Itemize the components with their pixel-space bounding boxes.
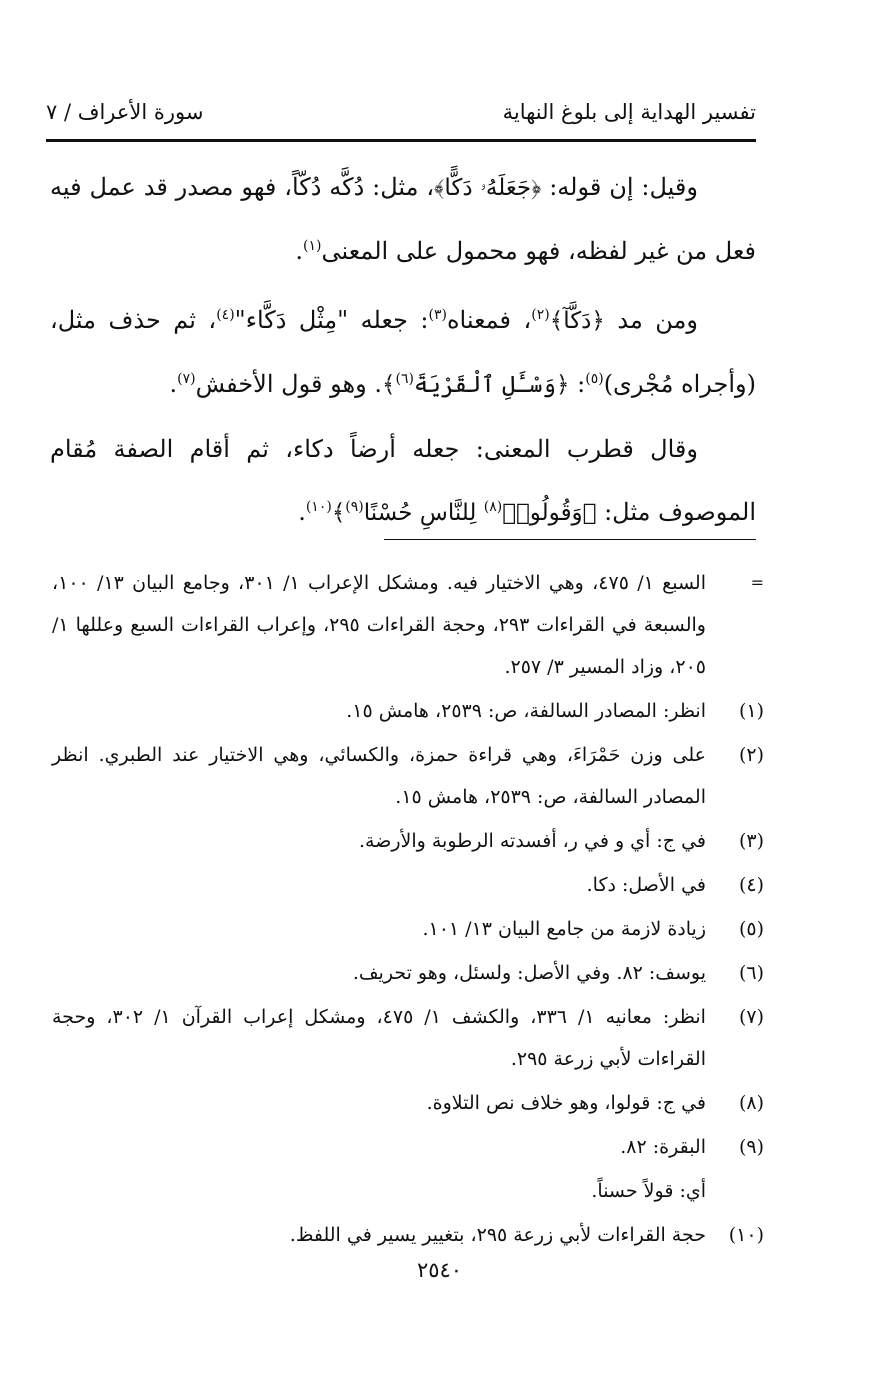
footnote-item — [52, 952, 764, 994]
footnote-ref[interactable]: (١) — [303, 238, 322, 254]
footnote-item — [52, 562, 764, 688]
footnote-item — [52, 908, 764, 950]
footnote-item — [52, 1170, 764, 1212]
footnote-item — [52, 820, 764, 862]
footnote-text: في ج: قولوا، وهو خلاف نص التلاوة. — [426, 1092, 706, 1114]
footnote-ref[interactable]: (٣) — [428, 307, 447, 323]
footnote-number: (٤) — [738, 874, 764, 896]
footnote-text: يوسف: ٨٢. وفي الأصل: ولسئل، وهو تحريف. — [352, 962, 706, 984]
footnote-number — [706, 1170, 764, 1212]
quran-quote: ﴿جَعَلَهُۥ دَكًّا﴾ — [434, 175, 542, 201]
footnote-number: (٢) — [738, 744, 764, 766]
footnote-text: أي: قولاً حسناً. — [591, 1180, 706, 1202]
surah-reference: سورة الأعراف / ٧ — [46, 100, 204, 124]
footnote-number: (٧) — [738, 1006, 764, 1028]
footnote-separator — [384, 539, 756, 540]
footnote-text: انظر: المصادر السالفة، ص: ٢٥٣٩، هامش ١٥. — [346, 700, 706, 722]
footnote-item — [52, 864, 764, 906]
footnote-number: (٥) — [738, 918, 764, 940]
main-text — [50, 158, 756, 548]
footnote-number: (٨) — [738, 1092, 764, 1114]
footnote-ref[interactable]: (١٠) — [305, 499, 332, 515]
paragraph-3: وقال قطرب المعنى: جعله أرضاً دكاء، ثم أقام الصفة مُقام الموصوف مثل: ﴿وَقُولُوا۟$^{(٨)}$ لِلنَّاسِ حُسْنًا$^{(٩)}$﴾$^{(١٠)}$. — [50, 435, 756, 526]
footnote-number: (٦) — [738, 962, 764, 984]
paragraph-2: ومن مد ﴿دَكَّآ﴾$^{(٢)}$، فمعناه$^{(٣)}$: جعله "مِثْل دَكَّاء"$^{(٤)}$، ثم حذف مثل، (وأجراه مُجْرى)$^{(٥)}$: ﴿وَسْـَٔلِ ٱلْقَرْيَةَ$^{(٦)}$﴾. وهو قول الأخفش$^{(٧)}$. — [50, 306, 756, 398]
footnote-number: (٣) — [738, 830, 764, 852]
footnotes — [52, 562, 764, 1258]
paragraph-1: وقيل: إن قوله: ﴿جَعَلَهُۥ دَكًّا﴾، مثل: دُكَّه دُكّاً، فهو مصدر قد عمل فيه فعل من غير لفظه، فهو محمول على المعنى$^{(١)}$. — [50, 173, 756, 265]
footnote-ref[interactable]: (٢) — [531, 307, 550, 323]
footnote-text: السبع ١/ ٤٧٥، وهي الاختيار فيه. ومشكل الإعراب ١/ ٣٠١، وجامع البيان ١٣/ ١٠٠، والسبعة في القراءات ٢٩٣، وحجة القراءات ٢٩٥، وإعراب القراءات السبع وعللها ١/ ٢٠٥، وزاد المسير ٣/ ٢٥٧. — [52, 572, 706, 678]
footnote-text: على وزن حَمْرَاءَ، وهي قراءة حمزة، والكسائي، وهي الاختيار عند الطبري. انظر المصادر السالفة، ص: ٢٥٣٩، هامش ١٥. — [52, 744, 706, 808]
footnote-item — [52, 690, 764, 732]
footnote-item — [52, 1126, 764, 1168]
footnote-text: البقرة: ٨٢. — [620, 1136, 706, 1158]
footnote-item — [52, 734, 764, 818]
page-number: ٢٥٤٠ — [416, 1258, 463, 1282]
footnote-ref[interactable]: (٩) — [345, 499, 364, 515]
footnote-text: حجة القراءات لأبي زرعة ٢٩٥، بتغيير يسير في اللفظ. — [289, 1224, 706, 1246]
footnote-item — [52, 1214, 764, 1256]
footnote-ref[interactable]: (٧) — [177, 371, 196, 387]
footnote-text: انظر: معانيه ١/ ٣٣٦، والكشف ١/ ٤٧٥، ومشكل إعراب القرآن ١/ ٣٠٢، وحجة القراءات لأبي زرعة ٢٩٥. — [52, 1006, 706, 1070]
footnote-item — [52, 996, 764, 1080]
footnote-text: في الأصل: دكا. — [586, 874, 706, 896]
footnote-text: في ج: أي و في ر، أفسدته الرطوبة والأرضة. — [358, 830, 706, 852]
header-rule — [46, 139, 756, 142]
book-title: تفسير الهداية إلى بلوغ النهاية — [502, 100, 756, 124]
running-header — [46, 100, 756, 132]
footnote-number: (١) — [738, 700, 764, 722]
quran-quote: ﴿دَكَّآ﴾ — [549, 308, 605, 334]
quran-quote: ﴿وَسْـَٔلِ ٱلْقَرْيَةَ — [413, 372, 570, 398]
footnote-number: (٩) — [738, 1136, 764, 1158]
footnote-item — [52, 1082, 764, 1124]
footnote-ref[interactable]: (٥) — [585, 371, 604, 387]
footnote-ref[interactable]: (٦) — [395, 371, 414, 387]
footnote-ref[interactable]: (٨) — [483, 499, 503, 515]
footnote-number: (١٠) — [728, 1224, 764, 1246]
footnote-number: = — [750, 573, 764, 592]
quran-quote: ﴿وَقُولُوا۟ — [502, 500, 597, 526]
footnote-text: زيادة لازمة من جامع البيان ١٣/ ١٠١. — [422, 918, 706, 940]
footnote-ref[interactable]: (٤) — [216, 307, 235, 323]
